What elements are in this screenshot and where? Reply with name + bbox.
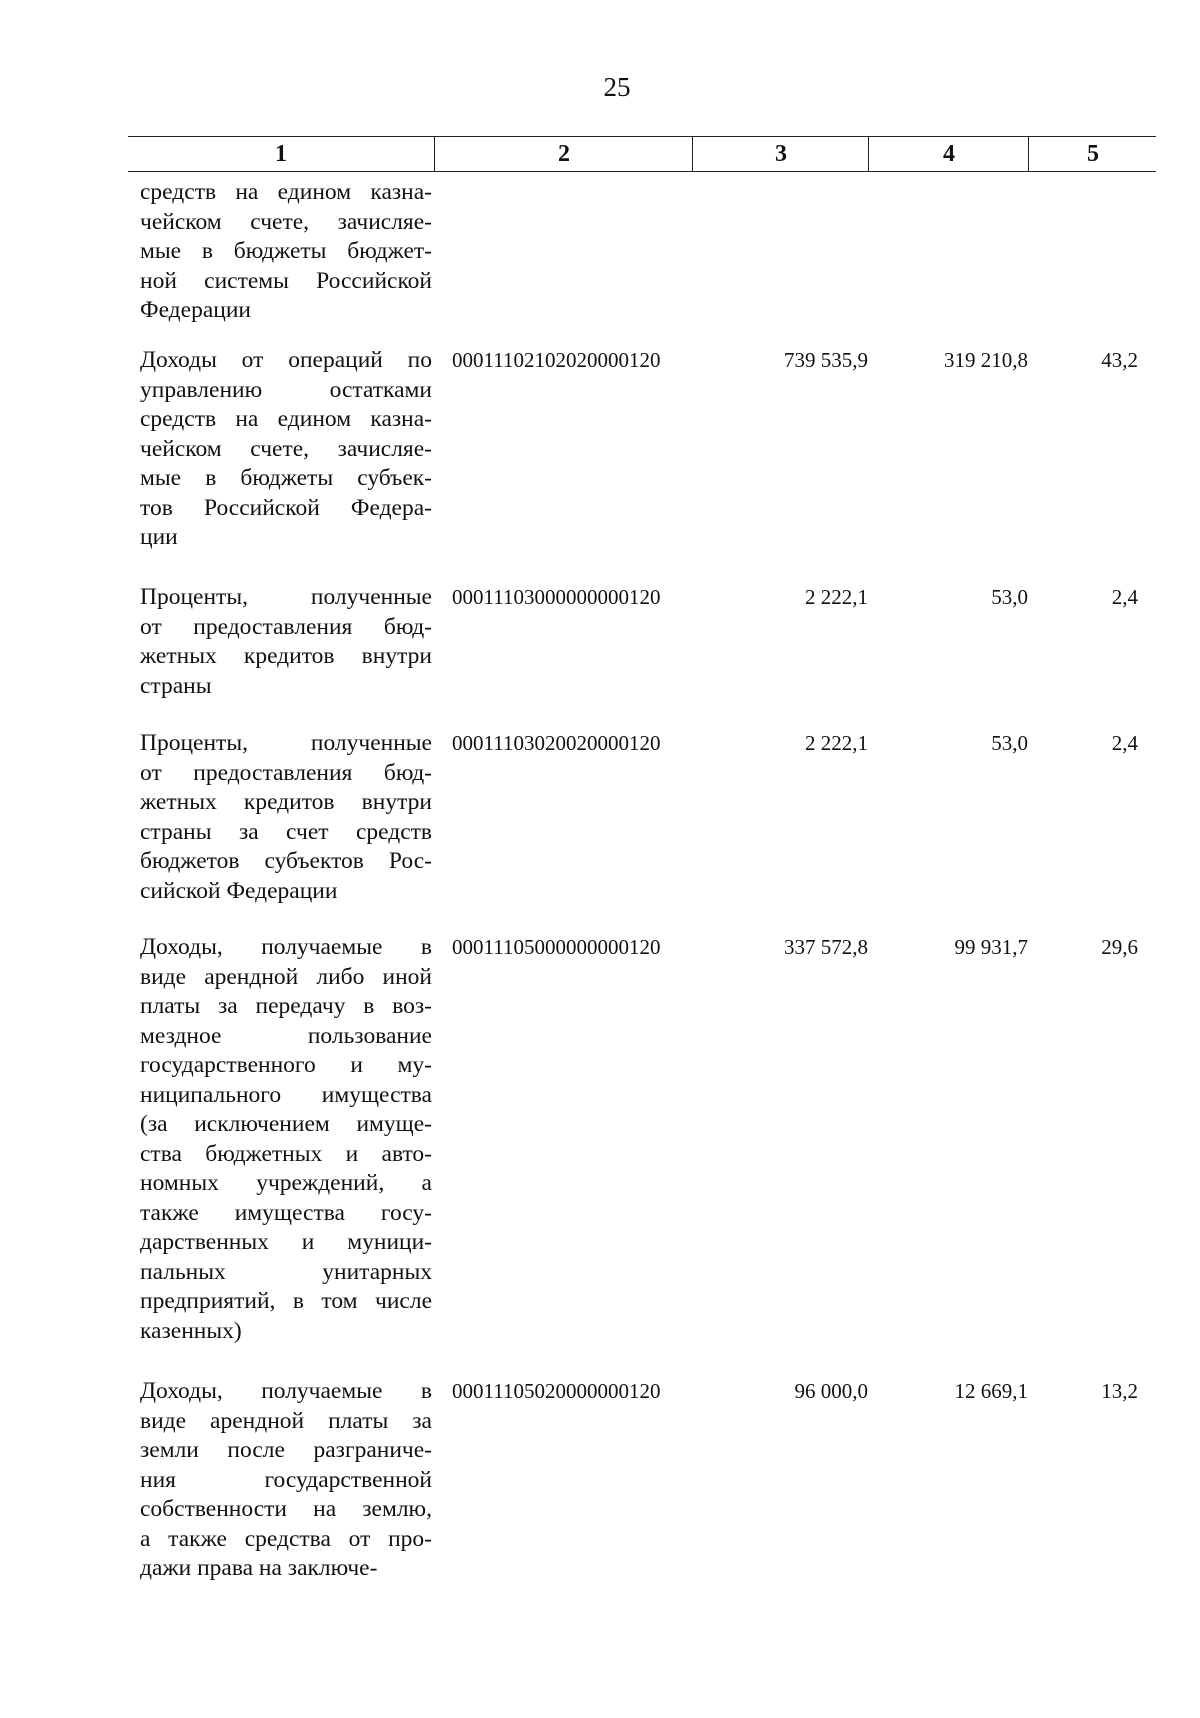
table-header <box>128 136 1156 172</box>
description-line: собственности на землю, <box>140 1496 432 1522</box>
page-number: 25 <box>603 72 631 102</box>
row-description <box>140 346 432 553</box>
row-value-col3: 2 222,1 <box>805 585 868 609</box>
header-col-4: 4 <box>868 137 1029 171</box>
description-line: предприятий, в том числе <box>140 1288 432 1314</box>
header-col-3: 3 <box>692 137 869 171</box>
row-description <box>140 583 432 701</box>
row-description <box>140 178 432 326</box>
description-line: Доходы, получаемые в <box>140 934 432 960</box>
description-line: тов Российской Федера- <box>140 494 432 521</box>
row-value-col5: 43,2 <box>1101 348 1138 372</box>
description-line: от предоставления бюд- <box>140 759 432 786</box>
description-line: страны за счет средств <box>140 818 432 845</box>
description-line: жетных кредитов внутри <box>140 643 432 669</box>
header-col-5: 5 <box>1028 137 1157 171</box>
description-line: ния государственной <box>140 1466 432 1493</box>
row-value-col4: 53,0 <box>991 585 1028 609</box>
row-description <box>140 1377 432 1584</box>
description-line: мые в бюджеты субъек- <box>140 465 432 491</box>
description-line: также имущества госу- <box>140 1199 432 1226</box>
description-line: (за исключением имуще- <box>140 1111 432 1137</box>
description-line: земли после разграниче- <box>140 1437 432 1463</box>
description-line: ной системы Российской <box>140 267 432 294</box>
header-col-2: 2 <box>434 137 693 171</box>
row-code: 00011102102020000120 <box>452 348 661 372</box>
row-description <box>140 933 432 1346</box>
description-line: бюджетов субъектов Рос- <box>140 848 432 874</box>
description-line: пальных унитарных <box>140 1258 432 1285</box>
description-line: дажи права на заключе- <box>140 1555 378 1581</box>
row-value-col3: 739 535,9 <box>784 348 868 372</box>
description-line: ции <box>140 524 178 550</box>
row-value-col5: 2,4 <box>1111 585 1138 609</box>
description-line: управлению остатками <box>140 376 432 403</box>
row-code: 00011105000000000120 <box>452 935 661 959</box>
description-line: от предоставления бюд- <box>140 613 432 640</box>
row-code: 00011103020020000120 <box>452 731 661 755</box>
description-line: государственного и му- <box>140 1052 432 1078</box>
row-value-col3: 2 222,1 <box>805 731 868 755</box>
description-line: Федерации <box>140 297 251 323</box>
description-line: Доходы, получаемые в <box>140 1378 432 1404</box>
description-line: средств на едином казна- <box>140 179 432 205</box>
description-line: а также средства от про- <box>140 1525 432 1552</box>
description-line: средств на едином казна- <box>140 406 432 432</box>
row-value-col4: 12 669,1 <box>954 1379 1028 1403</box>
row-value-col5: 29,6 <box>1101 935 1138 959</box>
description-line: номных учреждений, а <box>140 1170 432 1196</box>
row-value-col3: 96 000,0 <box>794 1379 868 1403</box>
row-code: 00011103000000000120 <box>452 585 661 609</box>
description-line: жетных кредитов внутри <box>140 789 432 815</box>
description-line: виде арендной платы за <box>140 1407 432 1434</box>
description-line: ниципального имущества <box>140 1081 432 1108</box>
description-line: Проценты, полученные <box>140 730 432 756</box>
description-line: мые в бюджеты бюджет- <box>140 238 432 264</box>
description-line: Проценты, полученные <box>140 584 432 610</box>
row-value-col4: 53,0 <box>991 731 1028 755</box>
header-col-1: 1 <box>275 141 287 167</box>
row-value-col5: 2,4 <box>1111 731 1138 755</box>
description-line: чейском счете, зачисляе- <box>140 435 432 462</box>
description-line: сийской Федерации <box>140 877 338 904</box>
row-value-col3: 337 572,8 <box>784 935 868 959</box>
description-line: платы за передачу в воз- <box>140 993 432 1019</box>
row-value-col4: 319 210,8 <box>944 348 1028 372</box>
row-value-col4: 99 931,7 <box>954 935 1028 959</box>
description-line: виде арендной либо иной <box>140 963 432 990</box>
description-line: казенных) <box>140 1317 242 1344</box>
description-line: страны <box>140 672 212 699</box>
row-description <box>140 729 432 906</box>
row-value-col5: 13,2 <box>1101 1379 1138 1403</box>
row-code: 00011105020000000120 <box>452 1379 661 1403</box>
description-line: чейском счете, зачисляе- <box>140 208 432 235</box>
description-line: Доходы от операций по <box>140 347 432 373</box>
description-line: дарственных и муници- <box>140 1229 432 1255</box>
description-line: мездное пользование <box>140 1022 432 1049</box>
description-line: ства бюджетных и авто- <box>140 1140 432 1167</box>
